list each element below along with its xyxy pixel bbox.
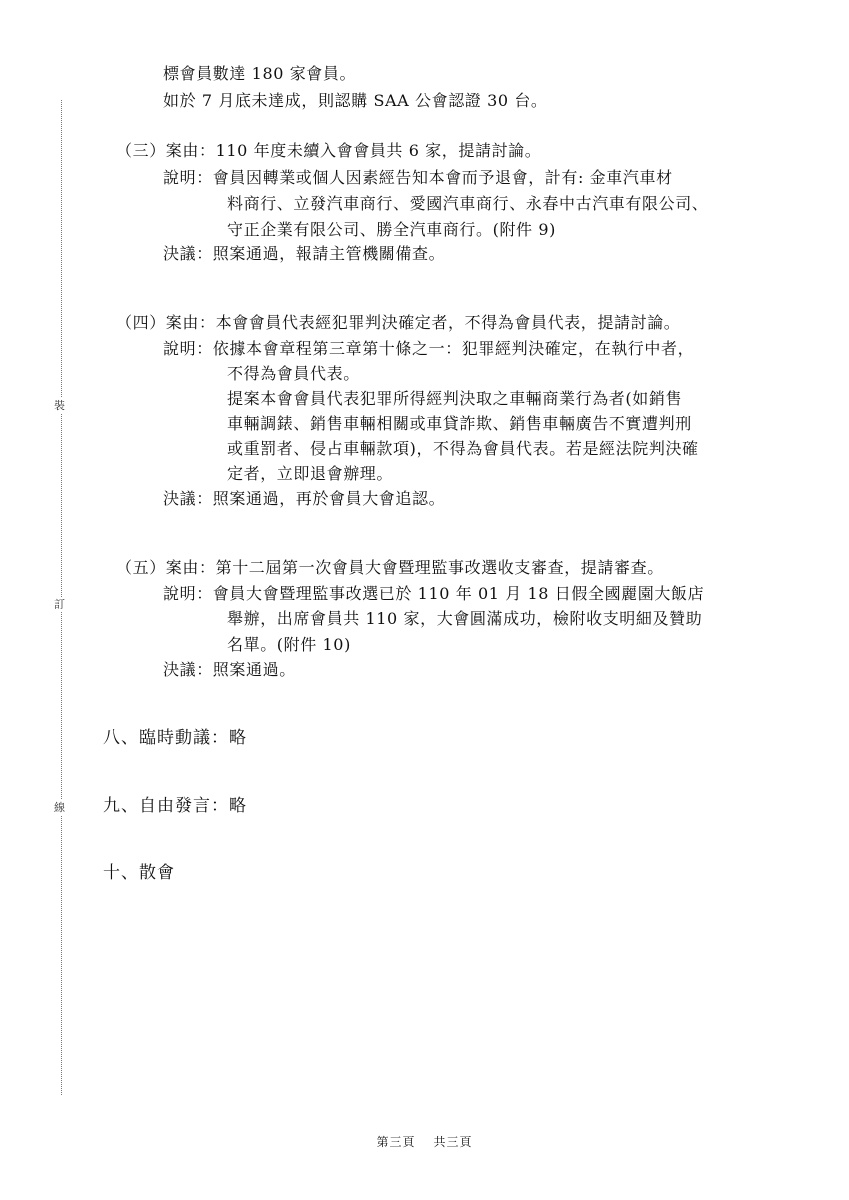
section-9-free-speech: 九、自由發言：略 (103, 796, 247, 816)
item5-case: （五）案由：第十二屆第一次會員大會暨理監事改選收支審查，提請審查。 (116, 558, 664, 577)
item4-resolution: 決議：照案通過，再於會員大會追認。 (163, 489, 446, 508)
item5-explain-1: 說明：會員大會暨理監事改選已於 110 年 01 月 18 日假全國麗園大飯店 (163, 584, 705, 603)
item4-explain-5: 或重罰者、侵占車輛款項)，不得為會員代表。若是經法院判決確 (227, 439, 699, 458)
carryover-line-2: 如於 7 月底未達成，則認購 SAA 公會認證 30 台。 (163, 91, 548, 110)
binding-mark-xian: 線 (54, 801, 65, 814)
item5-explain-2: 舉辦，出席會員共 110 家，大會圓滿成功，檢附收支明細及贊助 (227, 609, 703, 628)
item3-explain-3: 守正企業有限公司、勝全汽車商行。(附件 9) (227, 220, 556, 239)
item3-case: （三）案由：110 年度未續入會會員共 6 家，提請討論。 (116, 141, 542, 160)
item4-explain-1: 說明：依據本會章程第三章第十條之一：犯罪經判決確定，在執行中者， (163, 339, 695, 358)
page-total: 共三頁 (433, 1135, 473, 1149)
item3-resolution: 決議：照案通過，報請主管機關備查。 (163, 244, 446, 263)
page-footer (0, 1133, 849, 1150)
page-number: 第三頁 (376, 1135, 416, 1149)
item3-explain-1: 說明：會員因轉業或個人因素經告知本會而予退會，計有: 金車汽車材 (163, 168, 673, 187)
item4-explain-3: 提案本會會員代表犯罪所得經判決取之車輛商業行為者(如銷售 (227, 389, 683, 408)
section-8-extempore-motions: 八、臨時動議：略 (103, 728, 247, 748)
item4-explain-4: 車輛調錶、銷售車輛相關或車貸詐欺、銷售車輛廣告不實遭判刑 (227, 414, 692, 433)
carryover-line-1: 標會員數達 180 家會員。 (163, 64, 357, 83)
binding-mark-ding: 訂 (54, 598, 65, 611)
binding-mark-zhuang: 裝 (54, 399, 65, 412)
item4-case: （四）案由：本會會員代表經犯罪判決確定者，不得為會員代表，提請討論。 (116, 313, 681, 332)
item4-explain-2: 不得為會員代表。 (227, 364, 360, 383)
item3-explain-2: 料商行、立發汽車商行、愛國汽車商行、永春中古汽車有限公司、 (227, 194, 709, 213)
item5-resolution: 決議：照案通過。 (163, 660, 296, 679)
item4-explain-6: 定者，立即退會辦理。 (227, 464, 394, 483)
item5-explain-3: 名單。(附件 10) (227, 635, 351, 654)
section-10-adjournment: 十、散會 (103, 863, 175, 883)
